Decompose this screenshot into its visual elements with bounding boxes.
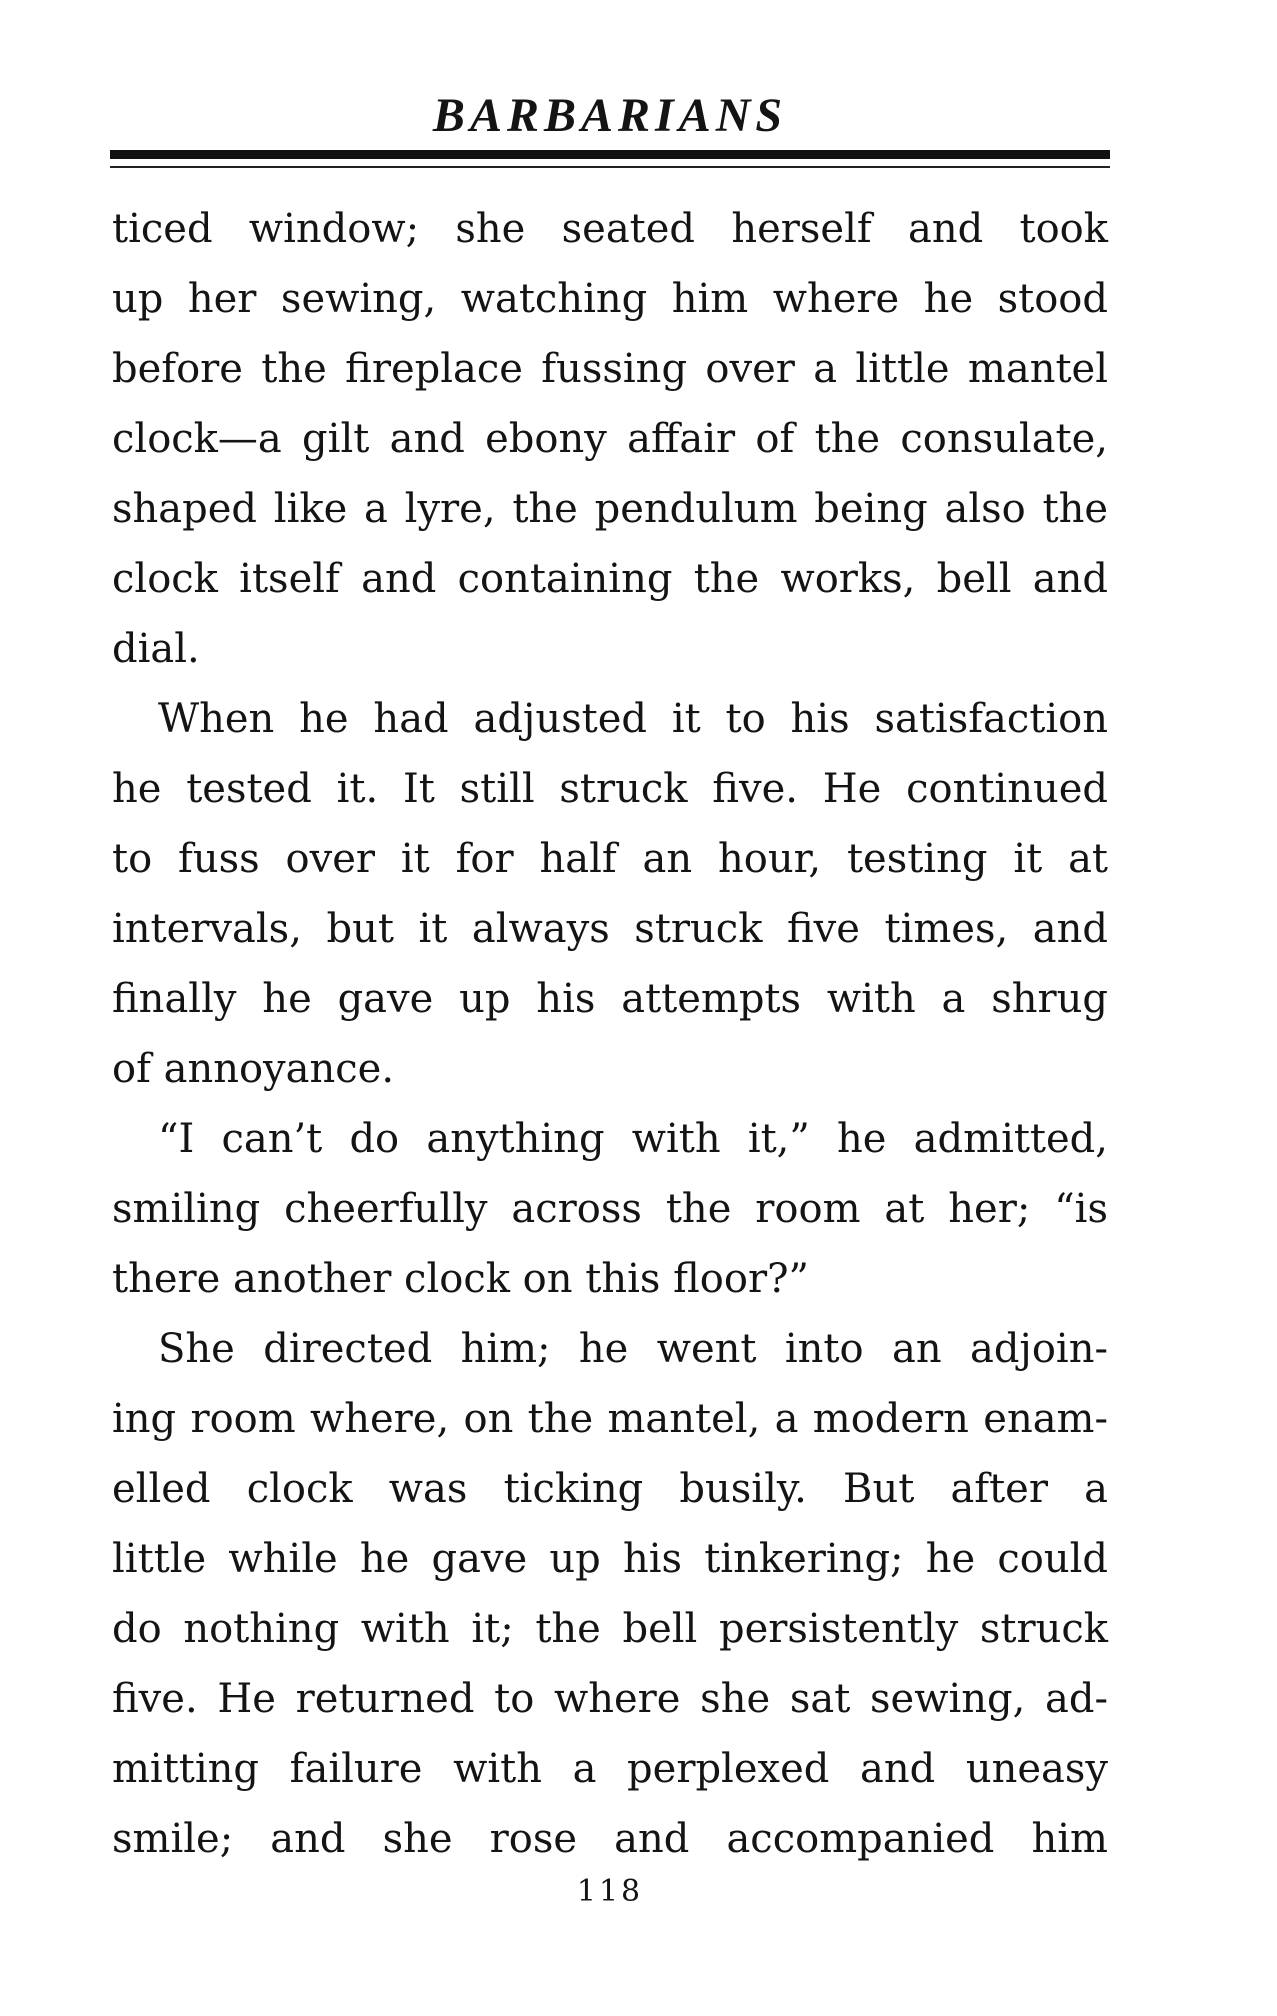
text-line: When he had adjusted it to his satisfaction bbox=[158, 696, 1108, 742]
text-line: ticed window; she seated herself and took bbox=[112, 206, 1108, 252]
text-line: shaped like a lyre, the pendulum being also the bbox=[112, 486, 1108, 532]
page-number: 118 bbox=[576, 1874, 644, 1909]
running-head: BARBARIANS bbox=[432, 89, 788, 142]
header-rule-thin bbox=[110, 166, 1110, 168]
text-line: of annoyance. bbox=[112, 1046, 395, 1092]
text-line: She directed him; he went into an adjoin- bbox=[158, 1326, 1108, 1372]
text-line: mitting failure with a perplexed and uneasy bbox=[112, 1746, 1108, 1792]
text-line: up her sewing, watching him where he stood bbox=[112, 276, 1108, 322]
text-line: before the fireplace fussing over a little mantel bbox=[112, 346, 1108, 392]
body-text bbox=[112, 194, 1108, 1874]
text-line: do nothing with it; the bell persistently struck bbox=[112, 1606, 1108, 1652]
text-line: there another clock on this floor?” bbox=[112, 1256, 809, 1302]
text-line: elled clock was ticking busily. But after a bbox=[112, 1466, 1108, 1512]
text-line: five. He returned to where she sat sewing, ad- bbox=[112, 1676, 1108, 1722]
text-line: dial. bbox=[112, 626, 200, 672]
text-line: clock—a gilt and ebony affair of the consulate, bbox=[112, 416, 1108, 462]
text-line: he tested it. It still struck five. He continued bbox=[112, 766, 1108, 812]
text-line: finally he gave up his attempts with a shrug bbox=[112, 976, 1108, 1022]
header-rule-thick bbox=[110, 150, 1110, 159]
text-line: smiling cheerfully across the room at her; “is bbox=[112, 1186, 1108, 1232]
text-line: “I can’t do anything with it,” he admitted, bbox=[158, 1116, 1108, 1162]
text-line: little while he gave up his tinkering; he could bbox=[112, 1536, 1108, 1582]
text-line: to fuss over it for half an hour, testing it at bbox=[112, 836, 1108, 882]
text-line: intervals, but it always struck five times, and bbox=[112, 906, 1108, 952]
text-line: clock itself and containing the works, bell and bbox=[112, 556, 1108, 602]
text-line: smile; and she rose and accompanied him bbox=[112, 1816, 1108, 1862]
text-line: ing room where, on the mantel, a modern enam- bbox=[112, 1396, 1108, 1442]
